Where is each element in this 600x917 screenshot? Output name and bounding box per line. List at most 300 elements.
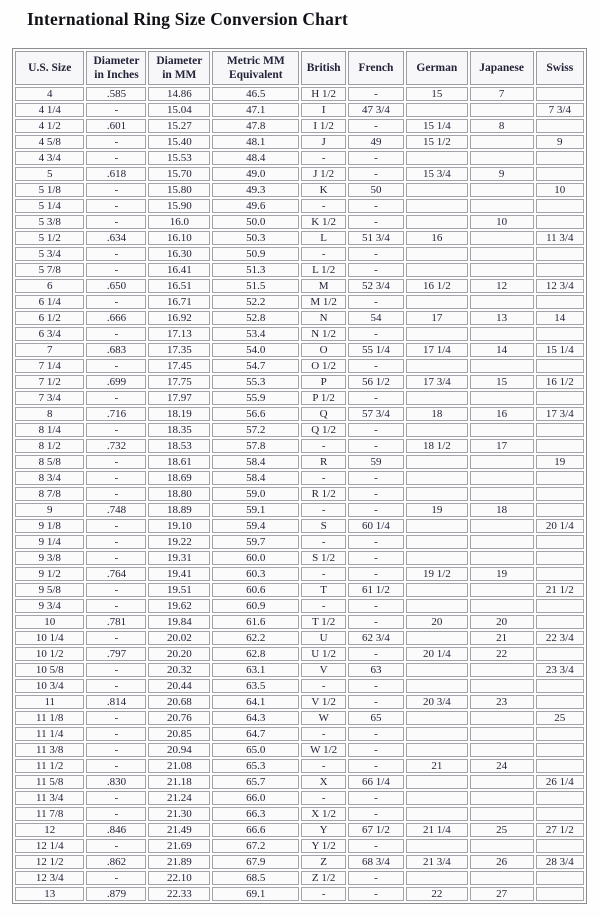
table-cell xyxy=(406,391,468,405)
table-cell xyxy=(536,167,584,181)
table-cell: 12 1/2 xyxy=(15,855,84,869)
table-cell: 50 xyxy=(348,183,404,197)
table-row xyxy=(15,503,584,517)
table-cell xyxy=(470,199,534,213)
table-cell: 20 1/4 xyxy=(536,519,584,533)
table-cell xyxy=(470,359,534,373)
table-cell: - xyxy=(348,263,404,277)
table-cell xyxy=(536,599,584,613)
table-cell: L xyxy=(301,231,345,245)
table-cell: 47.8 xyxy=(212,119,299,133)
table-row xyxy=(15,775,584,789)
table-cell: - xyxy=(348,167,404,181)
table-cell: 22 xyxy=(406,887,468,901)
table-cell: V 1/2 xyxy=(301,695,345,709)
table-cell: - xyxy=(86,839,146,853)
table-cell: 47.1 xyxy=(212,103,299,117)
table-cell: I xyxy=(301,103,345,117)
table-cell xyxy=(536,247,584,261)
table-cell: - xyxy=(86,679,146,693)
table-row xyxy=(15,119,584,133)
table-row xyxy=(15,823,584,837)
table-cell xyxy=(470,679,534,693)
table-cell: 11 1/8 xyxy=(15,711,84,725)
table-cell: W xyxy=(301,711,345,725)
table-cell: L 1/2 xyxy=(301,263,345,277)
table-cell: - xyxy=(301,439,345,453)
table-cell: - xyxy=(348,567,404,581)
table-cell: 7 3/4 xyxy=(536,103,584,117)
table-cell: - xyxy=(348,535,404,549)
table-cell: 17.35 xyxy=(148,343,210,357)
table-cell: 17 xyxy=(406,311,468,325)
table-cell: 14 xyxy=(470,343,534,357)
table-cell xyxy=(536,87,584,101)
table-cell: 22 3/4 xyxy=(536,631,584,645)
table-cell: 8 1/4 xyxy=(15,423,84,437)
table-cell: 15 1/4 xyxy=(406,119,468,133)
table-cell: - xyxy=(86,743,146,757)
table-cell: 48.1 xyxy=(212,135,299,149)
table-cell: 17.97 xyxy=(148,391,210,405)
table-cell xyxy=(470,551,534,565)
table-cell: - xyxy=(86,103,146,117)
table-cell: 54.7 xyxy=(212,359,299,373)
table-row xyxy=(15,647,584,661)
table-cell: .814 xyxy=(86,695,146,709)
table-cell: - xyxy=(86,471,146,485)
table-cell: 64.3 xyxy=(212,711,299,725)
table-cell xyxy=(470,775,534,789)
table-cell: 19.62 xyxy=(148,599,210,613)
table-cell: 10 3/4 xyxy=(15,679,84,693)
table-cell: 4 3/4 xyxy=(15,151,84,165)
table-cell: - xyxy=(86,519,146,533)
table-cell: - xyxy=(348,215,404,229)
table-cell: 9 5/8 xyxy=(15,583,84,597)
table-cell xyxy=(470,423,534,437)
table-cell: M xyxy=(301,279,345,293)
table-cell xyxy=(470,871,534,885)
table-cell: - xyxy=(86,247,146,261)
table-cell: 7 xyxy=(470,87,534,101)
table-cell: 24 xyxy=(470,759,534,773)
table-cell: 10 1/4 xyxy=(15,631,84,645)
table-cell: O 1/2 xyxy=(301,359,345,373)
table-cell: 55.3 xyxy=(212,375,299,389)
table-cell xyxy=(536,503,584,517)
table-cell: - xyxy=(301,503,345,517)
table-cell xyxy=(536,263,584,277)
table-row xyxy=(15,135,584,149)
table-cell xyxy=(470,711,534,725)
table-cell: Z xyxy=(301,855,345,869)
table-cell: N xyxy=(301,311,345,325)
table-cell: - xyxy=(348,727,404,741)
table-cell xyxy=(536,359,584,373)
table-row xyxy=(15,151,584,165)
table-cell: 5 xyxy=(15,167,84,181)
table-cell xyxy=(470,599,534,613)
table-cell: 16.30 xyxy=(148,247,210,261)
table-cell: 59.4 xyxy=(212,519,299,533)
table-cell xyxy=(470,391,534,405)
table-cell: - xyxy=(86,807,146,821)
table-cell: 21 3/4 xyxy=(406,855,468,869)
table-cell: J 1/2 xyxy=(301,167,345,181)
table-cell: P xyxy=(301,375,345,389)
table-cell: 7 1/4 xyxy=(15,359,84,373)
table-cell: .585 xyxy=(86,87,146,101)
table-cell: - xyxy=(86,791,146,805)
table-cell: 57 3/4 xyxy=(348,407,404,421)
table-cell: 47 3/4 xyxy=(348,103,404,117)
table-cell: 20 xyxy=(406,615,468,629)
table-row xyxy=(15,359,584,373)
table-row xyxy=(15,519,584,533)
table-cell: - xyxy=(86,631,146,645)
table-cell xyxy=(536,295,584,309)
table-cell: 61 1/2 xyxy=(348,583,404,597)
table-cell xyxy=(536,327,584,341)
table-cell: 52 3/4 xyxy=(348,279,404,293)
table-cell xyxy=(406,599,468,613)
table-cell xyxy=(536,199,584,213)
table-cell: 51.5 xyxy=(212,279,299,293)
table-cell: V xyxy=(301,663,345,677)
table-cell: 21.18 xyxy=(148,775,210,789)
table-cell: - xyxy=(348,247,404,261)
table-cell: 56 1/2 xyxy=(348,375,404,389)
table-cell: 22.10 xyxy=(148,871,210,885)
table-cell: 62.2 xyxy=(212,631,299,645)
table-cell: - xyxy=(86,391,146,405)
table-cell: 60.6 xyxy=(212,583,299,597)
table-cell: 16.71 xyxy=(148,295,210,309)
table-cell: 5 3/4 xyxy=(15,247,84,261)
table-cell: 4 1/2 xyxy=(15,119,84,133)
table-cell: 9 3/8 xyxy=(15,551,84,565)
table-cell: T 1/2 xyxy=(301,615,345,629)
table-cell xyxy=(406,327,468,341)
table-cell xyxy=(406,743,468,757)
table-row xyxy=(15,311,584,325)
table-cell: - xyxy=(348,439,404,453)
table-cell: 7 3/4 xyxy=(15,391,84,405)
table-cell xyxy=(406,791,468,805)
table-cell xyxy=(536,743,584,757)
table-cell: - xyxy=(348,295,404,309)
column-header: Diameter in Inches xyxy=(86,51,146,85)
table-cell: - xyxy=(348,695,404,709)
table-cell: 51 3/4 xyxy=(348,231,404,245)
table-cell: - xyxy=(86,599,146,613)
table-cell: 68.5 xyxy=(212,871,299,885)
table-cell: 15.27 xyxy=(148,119,210,133)
table-cell: 19 1/2 xyxy=(406,567,468,581)
table-cell: 9 1/2 xyxy=(15,567,84,581)
table-cell: 14.86 xyxy=(148,87,210,101)
table-cell: - xyxy=(348,759,404,773)
table-cell: 22.33 xyxy=(148,887,210,901)
table-cell: 16 1/2 xyxy=(406,279,468,293)
table-cell: - xyxy=(348,551,404,565)
table-cell: - xyxy=(348,615,404,629)
table-cell xyxy=(470,455,534,469)
table-row xyxy=(15,247,584,261)
table-cell: 20.44 xyxy=(148,679,210,693)
table-cell: 11 3/4 xyxy=(15,791,84,805)
table-cell: 5 1/4 xyxy=(15,199,84,213)
table-cell xyxy=(470,791,534,805)
table-cell: - xyxy=(86,727,146,741)
table-cell: 19.84 xyxy=(148,615,210,629)
table-cell: 9 1/8 xyxy=(15,519,84,533)
table-cell xyxy=(470,231,534,245)
table-cell: .846 xyxy=(86,823,146,837)
table-cell: Z 1/2 xyxy=(301,871,345,885)
table-cell: - xyxy=(348,839,404,853)
table-cell xyxy=(406,471,468,485)
table-cell: 15.90 xyxy=(148,199,210,213)
table-cell: 9 1/4 xyxy=(15,535,84,549)
table-cell: - xyxy=(348,471,404,485)
table-cell: 17 1/4 xyxy=(406,343,468,357)
table-cell: 55.9 xyxy=(212,391,299,405)
table-row xyxy=(15,727,584,741)
table-cell: - xyxy=(86,551,146,565)
table-cell: - xyxy=(86,359,146,373)
table-cell: 4 5/8 xyxy=(15,135,84,149)
table-row xyxy=(15,791,584,805)
table-cell: .797 xyxy=(86,647,146,661)
table-cell xyxy=(406,263,468,277)
table-cell: Q xyxy=(301,407,345,421)
table-cell: U xyxy=(301,631,345,645)
table-cell: - xyxy=(86,215,146,229)
table-cell: 50.3 xyxy=(212,231,299,245)
table-row xyxy=(15,391,584,405)
table-cell: - xyxy=(348,679,404,693)
table-cell: 6 1/2 xyxy=(15,311,84,325)
table-cell xyxy=(470,247,534,261)
table-cell: 18.89 xyxy=(148,503,210,517)
table-cell: 56.6 xyxy=(212,407,299,421)
table-cell: - xyxy=(86,871,146,885)
table-cell: - xyxy=(348,199,404,213)
table-cell: - xyxy=(348,807,404,821)
table-cell: 46.5 xyxy=(212,87,299,101)
column-header: British xyxy=(301,51,345,85)
table-cell: .748 xyxy=(86,503,146,517)
table-row xyxy=(15,583,584,597)
table-cell: 10 5/8 xyxy=(15,663,84,677)
table-cell xyxy=(406,487,468,501)
table-cell: 20.02 xyxy=(148,631,210,645)
table-cell: - xyxy=(86,663,146,677)
table-cell: .666 xyxy=(86,311,146,325)
table-cell: 59.1 xyxy=(212,503,299,517)
table-cell: 12 3/4 xyxy=(536,279,584,293)
table-cell xyxy=(406,423,468,437)
table-cell: 62 3/4 xyxy=(348,631,404,645)
table-cell: 67 1/2 xyxy=(348,823,404,837)
column-header: German xyxy=(406,51,468,85)
table-body xyxy=(15,87,584,901)
table-cell: 21.89 xyxy=(148,855,210,869)
table-cell: - xyxy=(348,391,404,405)
table-row xyxy=(15,599,584,613)
table-cell: - xyxy=(348,87,404,101)
table-cell: Q 1/2 xyxy=(301,423,345,437)
table-cell: 15.70 xyxy=(148,167,210,181)
table-cell: 19.10 xyxy=(148,519,210,533)
table-cell xyxy=(470,663,534,677)
table-row xyxy=(15,455,584,469)
table-row xyxy=(15,839,584,853)
table-cell: 9 3/4 xyxy=(15,599,84,613)
column-header: Swiss xyxy=(536,51,584,85)
table-cell: - xyxy=(348,743,404,757)
table-cell: 60 1/4 xyxy=(348,519,404,533)
table-cell: 50.0 xyxy=(212,215,299,229)
table-cell: 17 3/4 xyxy=(536,407,584,421)
table-cell: 52.8 xyxy=(212,311,299,325)
table-row xyxy=(15,87,584,101)
table-cell xyxy=(536,647,584,661)
table-cell: 4 xyxy=(15,87,84,101)
table-cell xyxy=(536,551,584,565)
table-cell: 68 3/4 xyxy=(348,855,404,869)
table-cell: 15 3/4 xyxy=(406,167,468,181)
table-cell: 65.3 xyxy=(212,759,299,773)
table-cell: - xyxy=(348,487,404,501)
table-cell: 16.0 xyxy=(148,215,210,229)
table-cell: 23 xyxy=(470,695,534,709)
table-cell: 21.30 xyxy=(148,807,210,821)
table-cell: 10 xyxy=(536,183,584,197)
table-row xyxy=(15,807,584,821)
table-cell: 20.76 xyxy=(148,711,210,725)
table-cell: - xyxy=(86,183,146,197)
table-cell: 16 xyxy=(470,407,534,421)
table-cell xyxy=(406,295,468,309)
table-cell xyxy=(536,679,584,693)
table-cell: - xyxy=(86,199,146,213)
table-cell: 16 1/2 xyxy=(536,375,584,389)
table-cell: 16.41 xyxy=(148,263,210,277)
column-header: French xyxy=(348,51,404,85)
table-cell: 17.75 xyxy=(148,375,210,389)
table-cell: X 1/2 xyxy=(301,807,345,821)
table-cell: - xyxy=(86,135,146,149)
table-cell: 17.13 xyxy=(148,327,210,341)
table-cell: 55 1/4 xyxy=(348,343,404,357)
table-cell: - xyxy=(301,567,345,581)
table-cell xyxy=(470,839,534,853)
table-cell: 53.4 xyxy=(212,327,299,341)
table-cell: 21 xyxy=(406,759,468,773)
table-cell: K xyxy=(301,183,345,197)
table-cell: .716 xyxy=(86,407,146,421)
table-cell: - xyxy=(301,599,345,613)
table-cell: 19.51 xyxy=(148,583,210,597)
table-cell: .699 xyxy=(86,375,146,389)
table-cell: H 1/2 xyxy=(301,87,345,101)
table-cell: - xyxy=(86,423,146,437)
table-cell: .601 xyxy=(86,119,146,133)
table-row xyxy=(15,567,584,581)
table-cell: - xyxy=(86,759,146,773)
table-cell: 19 xyxy=(406,503,468,517)
table-cell: 9 xyxy=(470,167,534,181)
table-cell: T xyxy=(301,583,345,597)
table-row xyxy=(15,295,584,309)
table-cell: 14 xyxy=(536,311,584,325)
table-cell: 17 xyxy=(470,439,534,453)
table-cell: 21.08 xyxy=(148,759,210,773)
table-row xyxy=(15,615,584,629)
table-cell: 27 1/2 xyxy=(536,823,584,837)
table-cell: .650 xyxy=(86,279,146,293)
table-cell: - xyxy=(348,327,404,341)
table-cell: 11 7/8 xyxy=(15,807,84,821)
table-cell xyxy=(536,727,584,741)
table-row xyxy=(15,663,584,677)
table-cell: U 1/2 xyxy=(301,647,345,661)
table-cell: 11 xyxy=(15,695,84,709)
table-cell: - xyxy=(301,791,345,805)
table-cell: 5 1/8 xyxy=(15,183,84,197)
table-cell: 57.8 xyxy=(212,439,299,453)
table-row xyxy=(15,103,584,117)
table-cell xyxy=(406,871,468,885)
table-row xyxy=(15,423,584,437)
table-cell: 66 1/4 xyxy=(348,775,404,789)
table-cell: 48.4 xyxy=(212,151,299,165)
table-row xyxy=(15,487,584,501)
table-cell: 20 3/4 xyxy=(406,695,468,709)
table-cell: 13 xyxy=(15,887,84,901)
table-cell: 20.20 xyxy=(148,647,210,661)
table-cell: 15 1/4 xyxy=(536,343,584,357)
table-cell: 11 1/4 xyxy=(15,727,84,741)
table-cell: J xyxy=(301,135,345,149)
table-row xyxy=(15,327,584,341)
table-cell: 16.92 xyxy=(148,311,210,325)
table-cell: - xyxy=(348,599,404,613)
table-cell: - xyxy=(301,151,345,165)
table-cell xyxy=(470,327,534,341)
table-cell: 19 xyxy=(536,455,584,469)
table-cell: 12 xyxy=(15,823,84,837)
table-cell: 15.53 xyxy=(148,151,210,165)
table-cell xyxy=(536,423,584,437)
table-cell: .862 xyxy=(86,855,146,869)
table-cell xyxy=(470,151,534,165)
table-cell: 9 xyxy=(15,503,84,517)
table-cell: 6 3/4 xyxy=(15,327,84,341)
table-cell: I 1/2 xyxy=(301,119,345,133)
table-cell: 10 xyxy=(470,215,534,229)
table-cell: - xyxy=(348,503,404,517)
table-cell xyxy=(470,519,534,533)
table-cell: W 1/2 xyxy=(301,743,345,757)
table-cell: Y 1/2 xyxy=(301,839,345,853)
table-cell: 15 xyxy=(406,87,468,101)
table-row xyxy=(15,439,584,453)
table-row xyxy=(15,231,584,245)
